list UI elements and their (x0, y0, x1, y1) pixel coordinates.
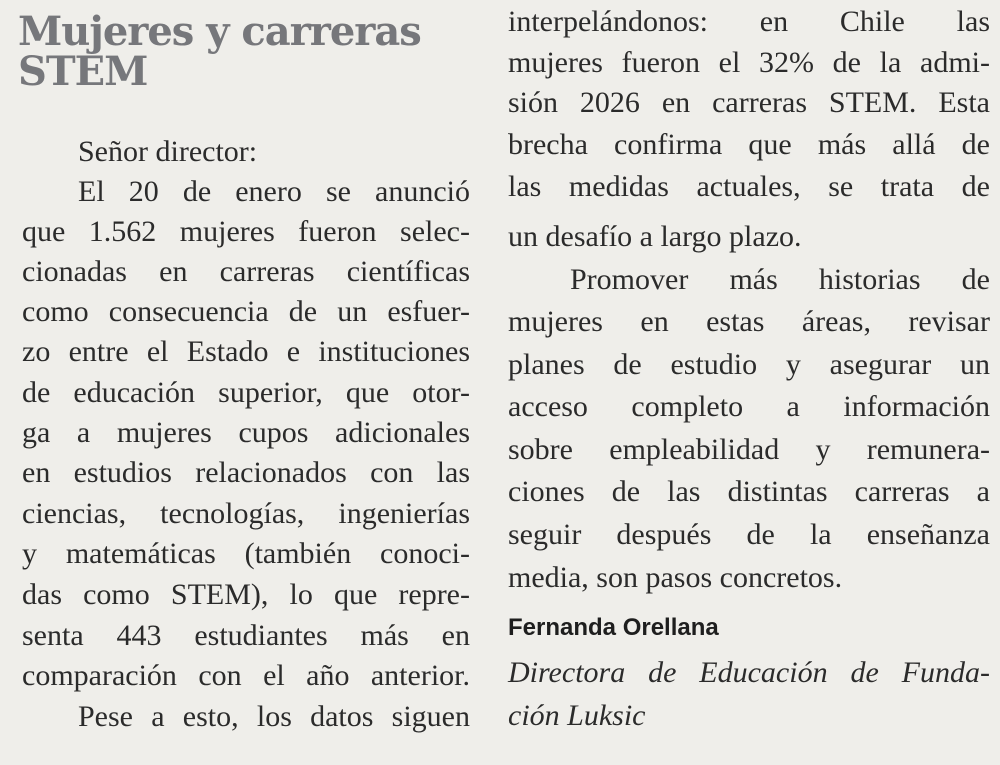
left-column-line: comparación con el año anterior. (22, 659, 470, 692)
right-column-line: mujeres fueron el 32% de la admi- (508, 46, 990, 79)
left-column-line: zo entre el Estado e instituciones (22, 335, 470, 368)
right-column-line: media, son pasos concretos. (508, 561, 843, 594)
right-column-line: las medidas actuales, se trata de (508, 170, 990, 203)
left-column-line: das como STEM), lo que repre- (22, 578, 470, 611)
right-column-line: ciones de las distintas carreras a (508, 475, 990, 508)
left-column-line: Señor director: (78, 135, 258, 168)
author-name: Fernanda Orellana (508, 614, 719, 641)
left-column-line: que 1.562 mujeres fueron selec- (22, 215, 470, 248)
left-column-line: en estudios relacionados con las (22, 456, 470, 489)
left-column-line: ciencias, tecnologías, ingenierías (22, 497, 470, 530)
right-column-line: sobre empleabilidad y remunera- (508, 433, 990, 466)
right-column-line: seguir después de la enseñanza (508, 518, 990, 551)
left-column-line: El 20 de enero se anunció (78, 175, 470, 208)
author-role-line-1: Directora de Educación de Funda- (508, 656, 990, 689)
right-column-line: planes de estudio y asegurar un (508, 348, 990, 381)
left-column-line: senta 443 estudiantes más en (22, 619, 470, 652)
left-column-line: cionadas en carreras científicas (22, 255, 470, 288)
right-column-line: mujeres en estas áreas, revisar (508, 305, 990, 338)
left-column-line: Pese a esto, los datos siguen (78, 700, 470, 733)
right-column-line: acceso completo a información (508, 390, 990, 423)
left-column-line: como consecuencia de un esfuer- (22, 295, 470, 328)
left-column-line: ga a mujeres cupos adicionales (22, 416, 470, 449)
right-column-line: un desafío a largo plazo. (508, 220, 802, 253)
headline-line-2: STEM (18, 48, 148, 95)
author-role-line-2: ción Luksic (508, 699, 646, 732)
left-column-line: y matemáticas (también conoci- (22, 537, 470, 570)
headline-line-1: Mujeres y carreras (18, 8, 421, 55)
right-column-line: brecha confirma que más allá de (508, 128, 990, 161)
right-column-line: Promover más historias de (570, 263, 990, 296)
right-column-line: interpelándonos: en Chile las (508, 5, 990, 38)
left-column-line: de educación superior, que otor- (22, 376, 470, 409)
right-column-line: sión 2026 en carreras STEM. Esta (508, 86, 990, 119)
